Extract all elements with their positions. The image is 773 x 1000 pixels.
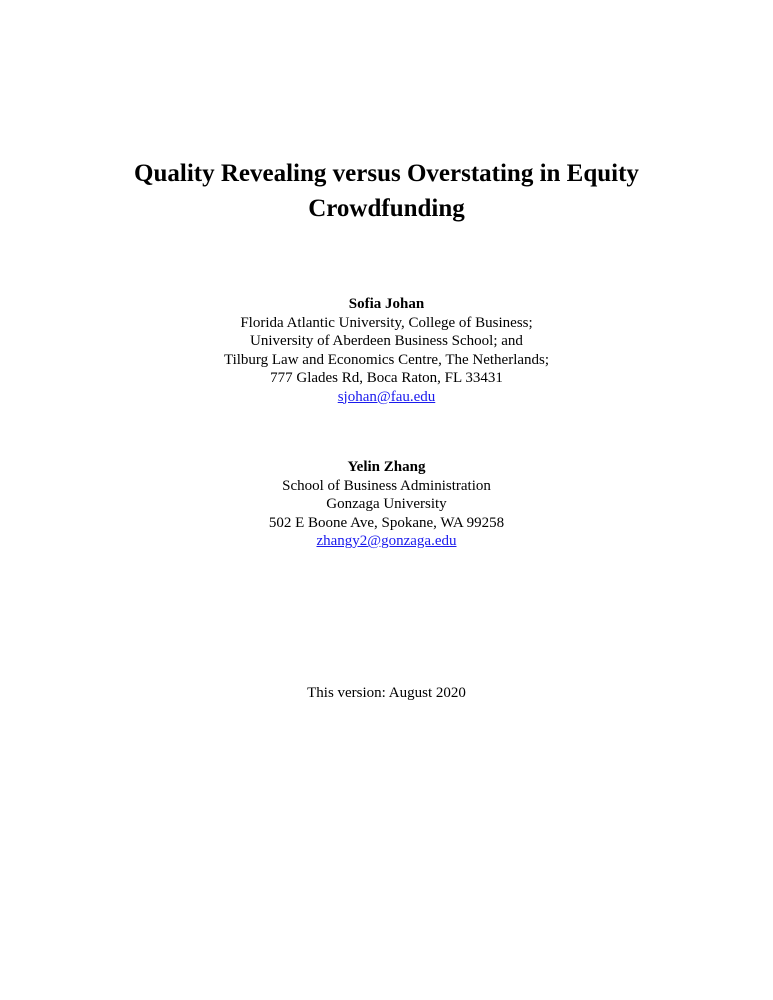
paper-title (60, 156, 713, 226)
author-name: Yelin Zhang (347, 459, 426, 475)
author-affiliation-line: School of Business Administration (282, 477, 491, 494)
paper-title-line-2: Crowdfunding (308, 195, 465, 222)
author-name: Sofia Johan (348, 296, 425, 312)
author-email-link[interactable]: sjohan@fau.edu (337, 388, 436, 405)
author-affiliation-line: Tilburg Law and Economics Centre, The Netherlands; (223, 351, 550, 368)
author-address-line: 777 Glades Rd, Boca Raton, FL 33431 (270, 370, 503, 386)
author-block-sofia-johan (100, 295, 673, 406)
version-date: This version: August 2020 (307, 685, 466, 701)
paper-title-line-1: Quality Revealing versus Overstating in Equity (134, 160, 639, 187)
author-affiliation-line: Florida Atlantic University, College of Business; (240, 314, 533, 331)
author-block-yelin-zhang (100, 458, 673, 551)
author-email-link[interactable]: zhangy2@gonzaga.edu (316, 533, 457, 549)
author-affiliation-line: University of Aberdeen Business School; and (250, 333, 523, 349)
author-address-line: 502 E Boone Ave, Spokane, WA 99258 (268, 514, 505, 531)
author-affiliation-line: Gonzaga University (326, 496, 447, 512)
